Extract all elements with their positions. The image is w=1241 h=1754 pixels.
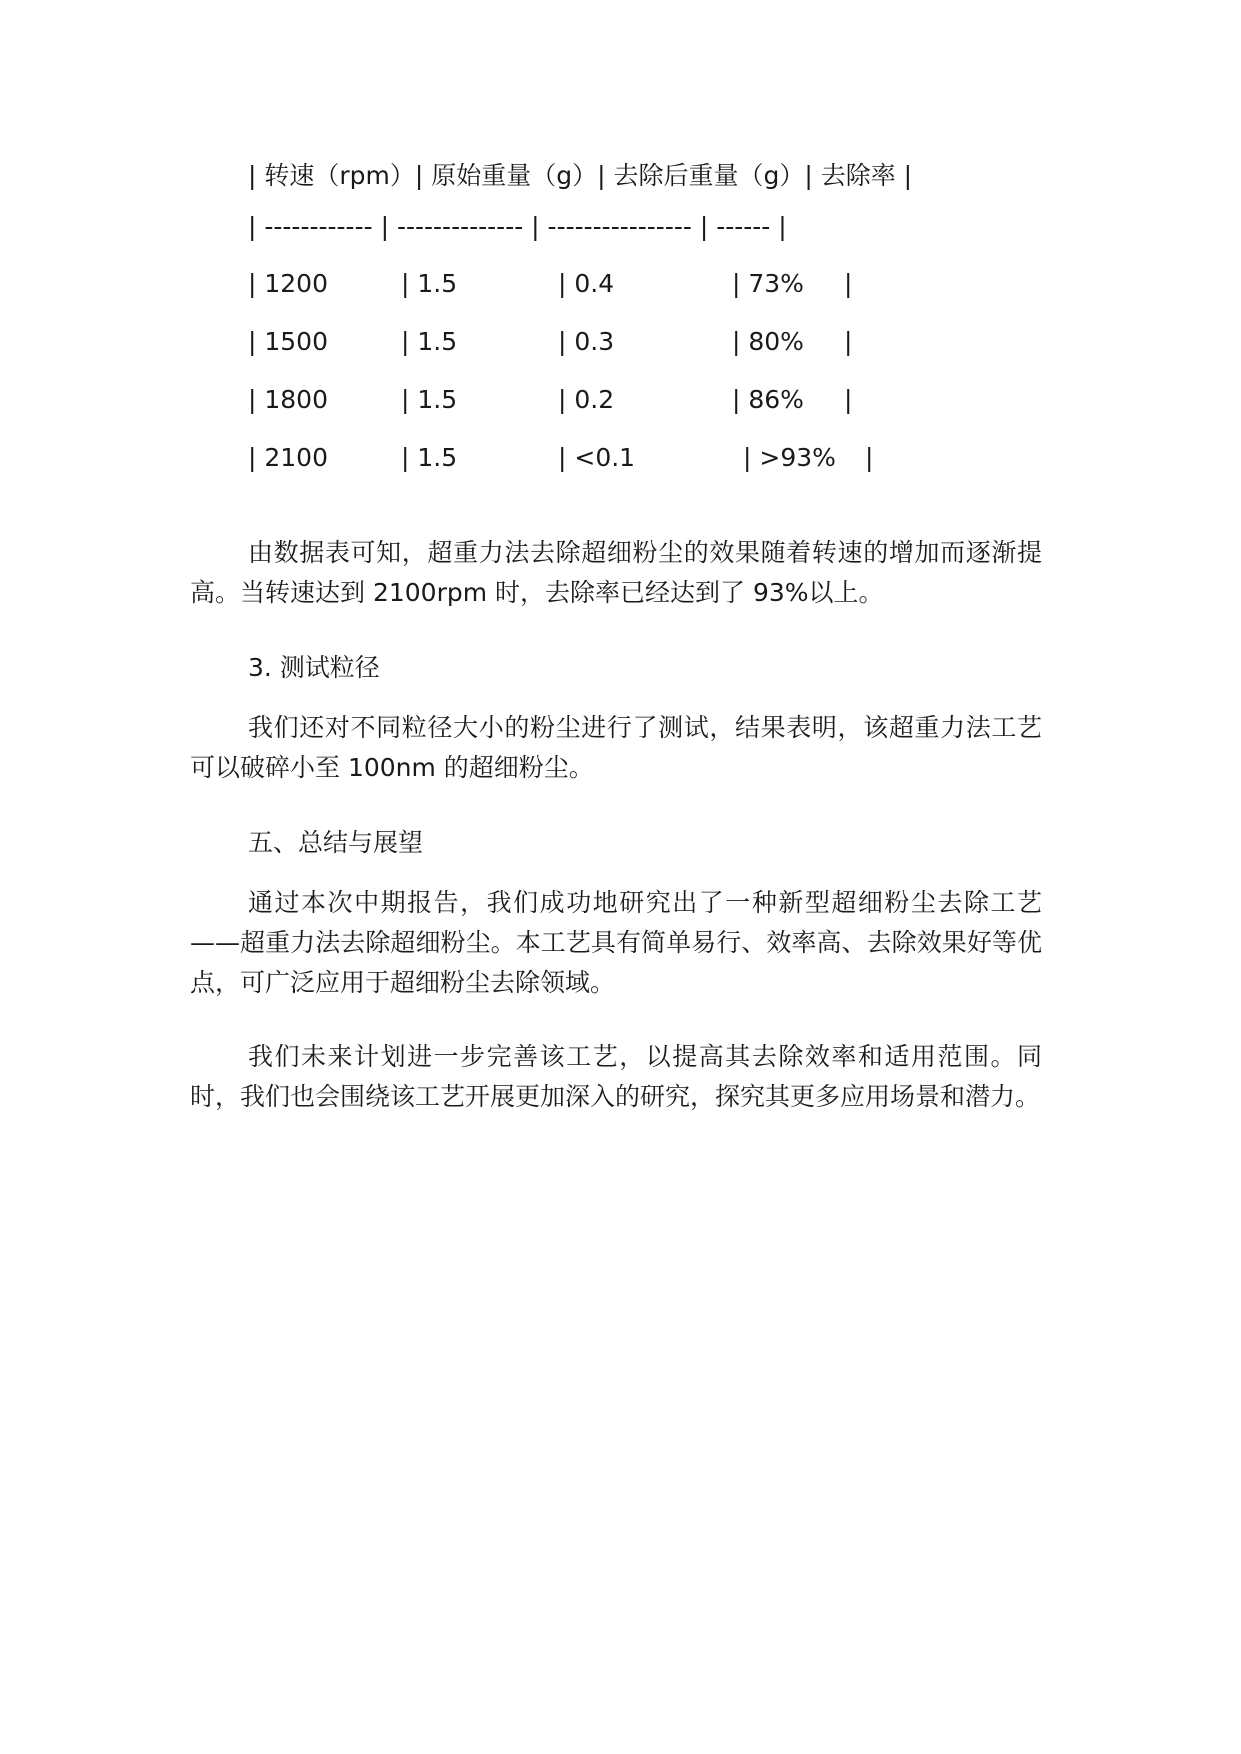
paragraph-particle-size: 我们还对不同粒径大小的粉尘进行了测试，结果表明，该超重力法工艺可以破碎小至 100nm 的超细粉尘。 xyxy=(190,713,1042,782)
table-separator-text: | ------------ | -------------- | ---------------- | ------ | xyxy=(248,212,787,241)
table-cell-orig: | 1.5 xyxy=(401,269,458,298)
table-cell-after: | 0.2 xyxy=(558,385,615,414)
table-cell-speed: | 2100 xyxy=(248,443,328,472)
table-cell-end: | xyxy=(865,443,874,472)
table-row xyxy=(248,438,1048,478)
section-heading-particle-size: 3. 测试粒径 xyxy=(248,653,380,682)
table-cell-speed: | 1200 xyxy=(248,269,328,298)
table-cell-after: | <0.1 xyxy=(558,443,636,472)
table-cell-orig: | 1.5 xyxy=(401,327,458,356)
table-cell-orig: | 1.5 xyxy=(401,443,458,472)
table-header-row xyxy=(248,156,1048,196)
table-cell-speed: | 1800 xyxy=(248,385,328,414)
table-cell-end: | xyxy=(844,269,853,298)
section-heading-summary: 五、总结与展望 xyxy=(248,828,424,857)
table-cell-orig: | 1.5 xyxy=(401,385,458,414)
table-header-text: | 转速（rpm）| 原始重量（g）| 去除后重量（g）| 去除率 | xyxy=(248,161,913,190)
table-cell-speed: | 1500 xyxy=(248,327,328,356)
table-separator-row xyxy=(248,207,1048,247)
table-cell-after: | 0.4 xyxy=(558,269,615,298)
table-row xyxy=(248,380,1048,420)
table-cell-rate: | 86% xyxy=(732,385,804,414)
table-row xyxy=(248,264,1048,304)
paragraph-outlook: 我们未来计划进一步完善该工艺，以提高其去除效率和适用范围。同时，我们也会围绕该工艺开展更加深入的研究，探究其更多应用场景和潜力。 xyxy=(190,1042,1042,1111)
table-row xyxy=(248,322,1048,362)
table-cell-rate: | 73% xyxy=(732,269,804,298)
paragraph-summary: 通过本次中期报告，我们成功地研究出了一种新型超细粉尘去除工艺——超重力法去除超细粉尘。本工艺具有简单易行、效率高、去除效果好等优点，可广泛应用于超细粉尘去除领域。 xyxy=(190,888,1042,997)
table-cell-rate: | >93% xyxy=(743,443,836,472)
table-cell-rate: | 80% xyxy=(732,327,804,356)
paragraph-conclusion-data: 由数据表可知，超重力法去除超细粉尘的效果随着转速的增加而逐渐提高。当转速达到 2100rpm 时，去除率已经达到了 93%以上。 xyxy=(190,538,1042,607)
table-cell-end: | xyxy=(844,385,853,414)
table-cell-after: | 0.3 xyxy=(558,327,615,356)
table-cell-end: | xyxy=(844,327,853,356)
